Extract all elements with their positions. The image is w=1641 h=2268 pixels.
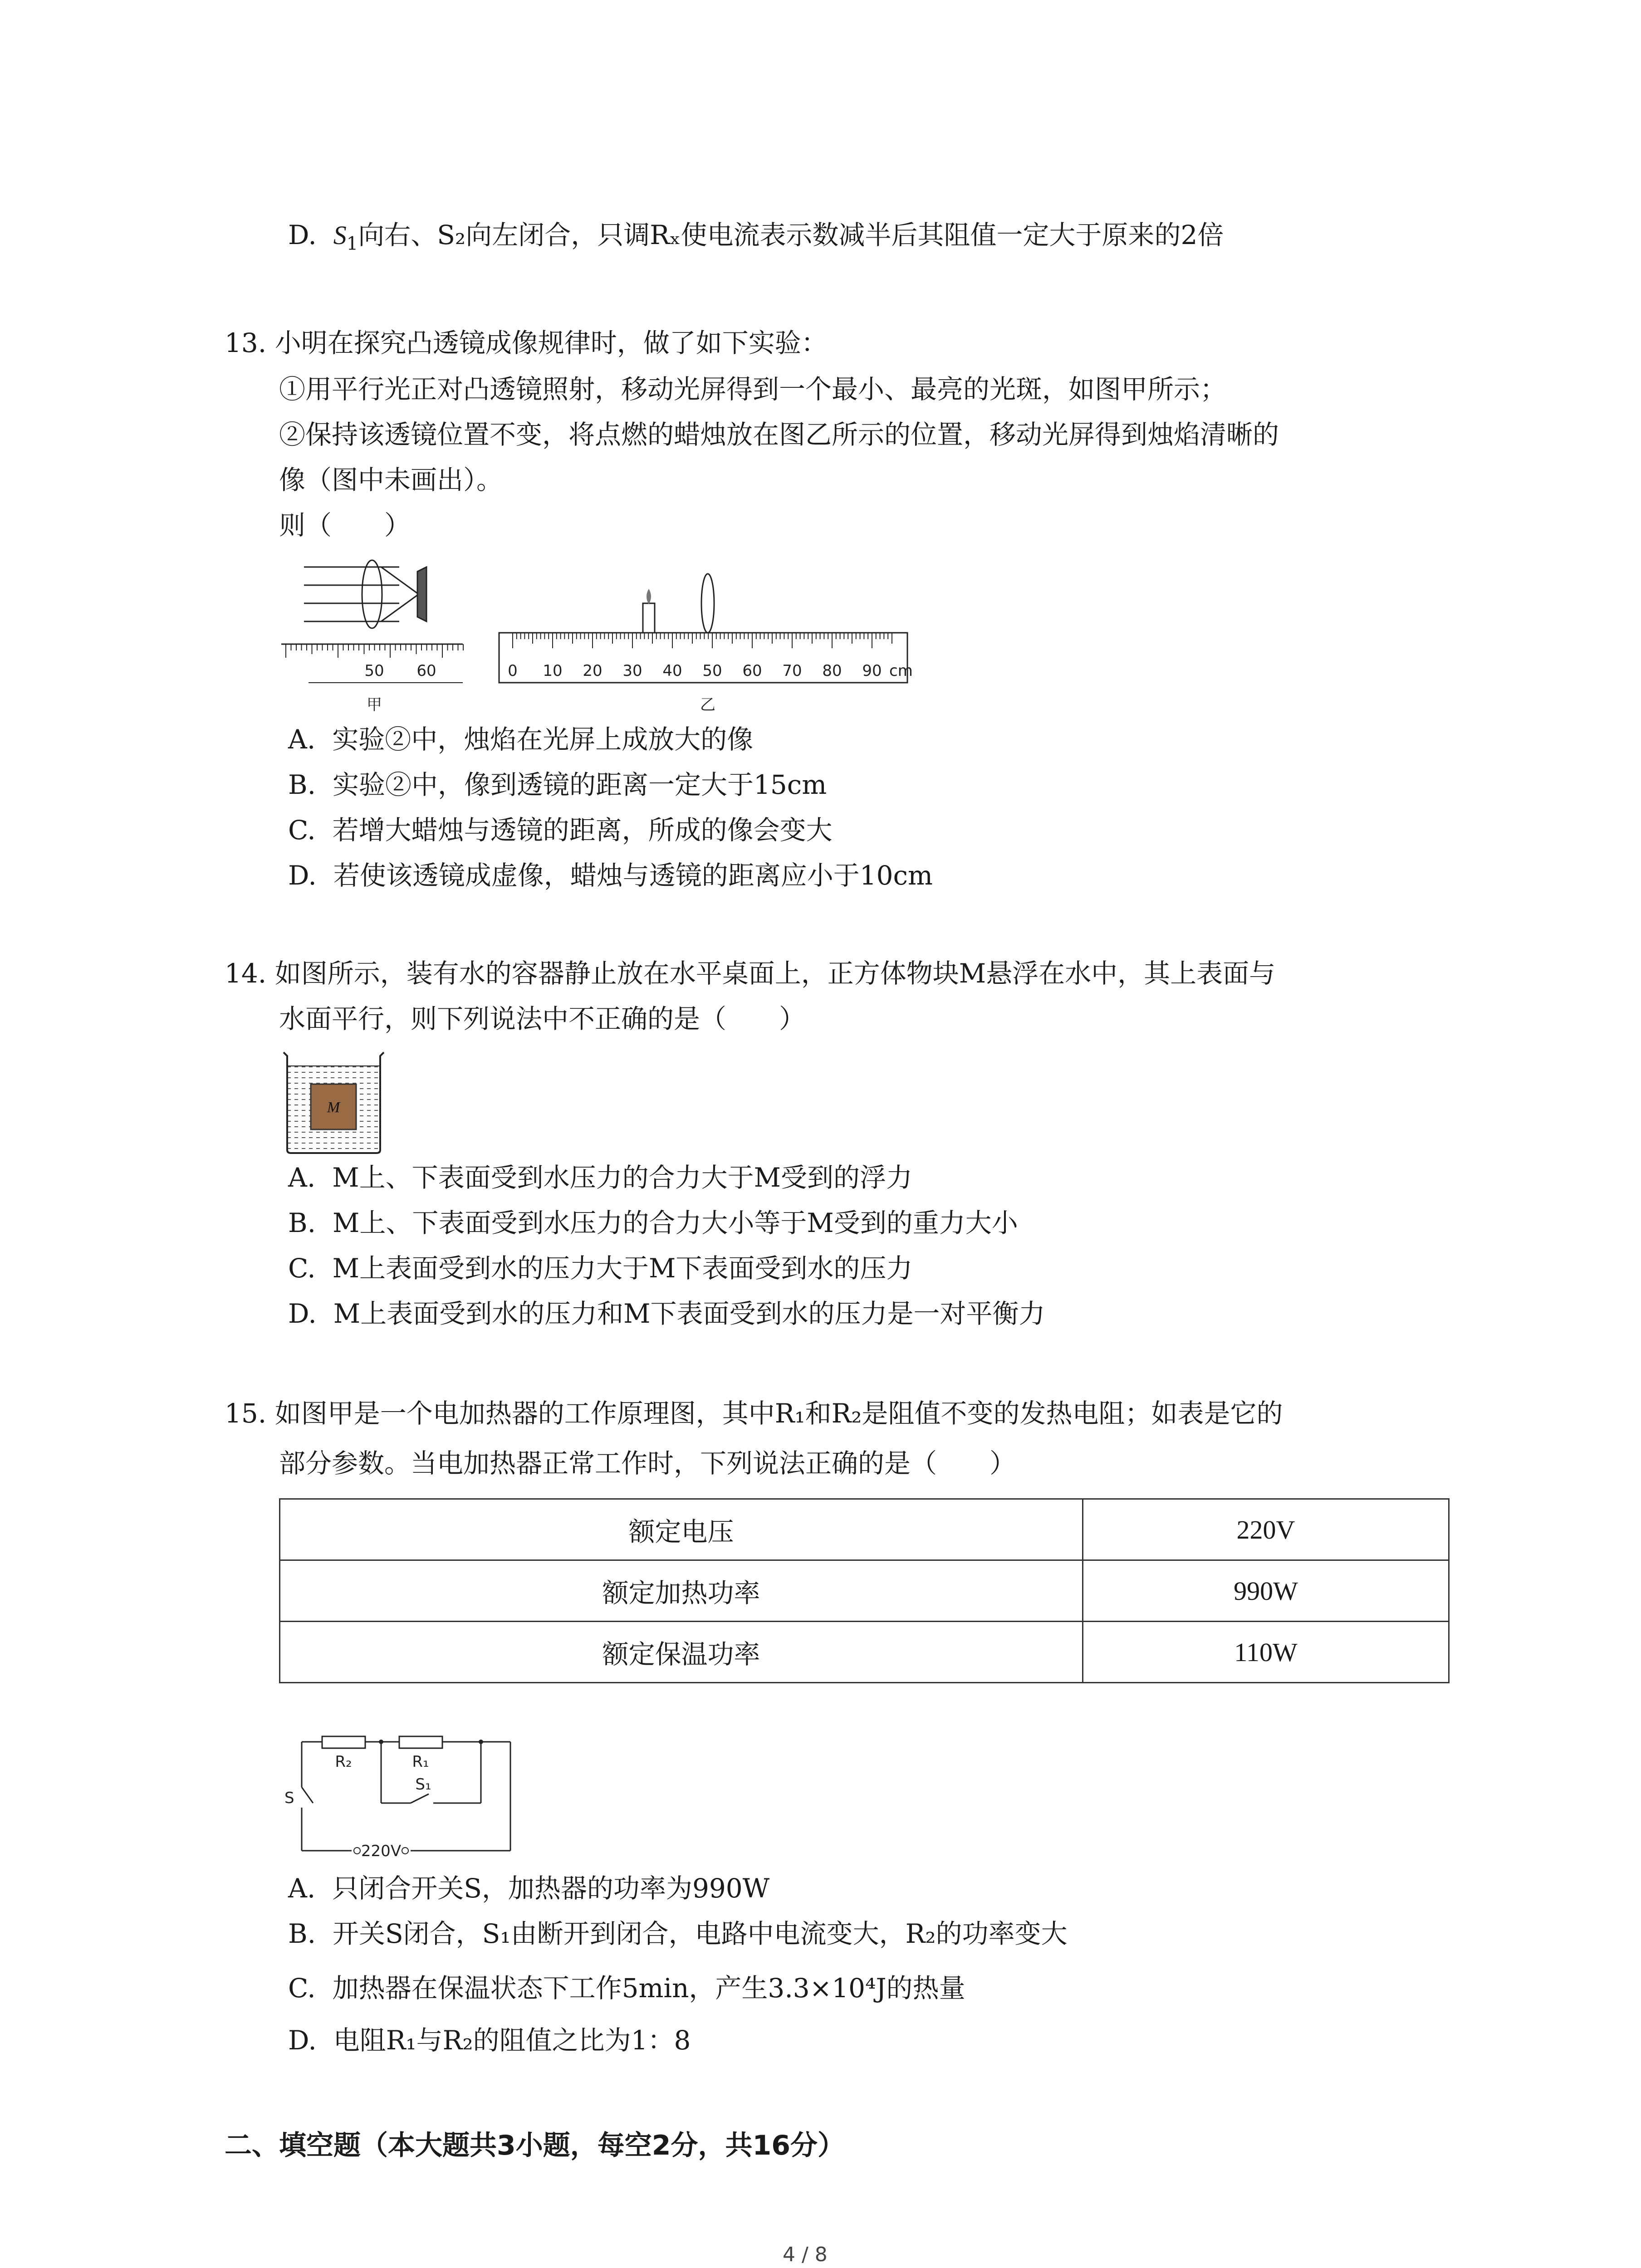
tick-label: 90 bbox=[862, 662, 882, 680]
candle-flame-icon bbox=[647, 589, 651, 604]
option-b bbox=[288, 767, 827, 802]
param-value: 110W bbox=[1083, 1622, 1449, 1683]
option-a bbox=[288, 1871, 769, 1906]
table-row bbox=[280, 1499, 1449, 1560]
option-label: A. bbox=[288, 1873, 316, 1904]
option-label: B. bbox=[288, 1207, 316, 1238]
tick-label: 40 bbox=[662, 662, 682, 680]
question-number: 13. bbox=[225, 327, 267, 358]
option-b bbox=[288, 1916, 1068, 1951]
tick-label: 50 bbox=[702, 662, 722, 680]
tick-label: 20 bbox=[583, 662, 603, 680]
r1-label: R₁ bbox=[412, 1753, 429, 1771]
q13-step1: ①用平行光正对凸透镜照射，移动光屏得到一个最小、最亮的光斑，如图甲所示； bbox=[279, 374, 1227, 405]
option-d bbox=[288, 1296, 1045, 1331]
option-label: D. bbox=[288, 2025, 317, 2056]
q15-stem-b: 部分参数。当电加热器正常工作时，下列说法正确的是（ ） bbox=[279, 1448, 1016, 1479]
option-label: D. bbox=[288, 860, 317, 891]
option-label: D. bbox=[288, 1298, 317, 1329]
option-text: 实验②中，像到透镜的距离一定大于15cm bbox=[332, 769, 827, 800]
option-label: B. bbox=[288, 769, 316, 800]
q14-stem-a bbox=[225, 956, 1275, 991]
q15-parameter-table bbox=[279, 1498, 1450, 1683]
option-text: M上表面受到水的压力大于M下表面受到水的压力 bbox=[332, 1253, 913, 1284]
q13-figure-jia bbox=[281, 553, 472, 717]
param-value: 990W bbox=[1083, 1560, 1449, 1622]
q13-figure-yi bbox=[495, 553, 916, 717]
table-row bbox=[280, 1560, 1449, 1622]
question-text: 小明在探究凸透镜成像规律时，做了如下实验： bbox=[274, 327, 828, 358]
q13-step2a: ②保持该透镜位置不变，将点燃的蜡烛放在图乙所示的位置，移动光屏得到烛焰清晰的 bbox=[279, 419, 1279, 450]
option-label: D. bbox=[288, 220, 317, 250]
param-name: 额定加热功率 bbox=[280, 1560, 1083, 1622]
option-text: 若增大蜡烛与透镜的距离，所成的像会变大 bbox=[332, 815, 833, 846]
tick-label: 60 bbox=[416, 662, 436, 680]
option-label: A. bbox=[288, 724, 316, 755]
source-label: 220V bbox=[361, 1842, 402, 1860]
q13-step2b: 像（图中未画出）。 bbox=[279, 464, 503, 495]
q13-prompt: 则（ ） bbox=[279, 510, 411, 541]
tick-label: 70 bbox=[782, 662, 802, 680]
option-text: 开关S闭合，S₁由断开到闭合，电路中电流变大，R₂的功率变大 bbox=[332, 1918, 1068, 1949]
question-number: 15. bbox=[225, 1398, 267, 1429]
figure-caption: 乙 bbox=[700, 696, 715, 714]
s1-label: S₁ bbox=[415, 1775, 431, 1794]
tick-label: 60 bbox=[742, 662, 762, 680]
param-value: 220V bbox=[1083, 1499, 1449, 1560]
q15-stem-a bbox=[225, 1396, 1283, 1431]
q15-circuit-diagram bbox=[279, 1724, 533, 1864]
tick-label: 50 bbox=[364, 662, 384, 680]
option-text: 电阻R₁与R₂的阻值之比为1：8 bbox=[333, 2025, 691, 2056]
unit-label: cm bbox=[889, 662, 913, 680]
tick-label: 80 bbox=[822, 662, 842, 680]
option-text: 实验②中，烛焰在光屏上成放大的像 bbox=[332, 724, 754, 755]
option-a bbox=[288, 722, 753, 757]
question-text: 如图所示，装有水的容器静止放在水平桌面上，正方体物块M悬浮在水中，其上表面与 bbox=[274, 958, 1276, 989]
question-number: 14. bbox=[225, 958, 267, 989]
r2-label: R₂ bbox=[335, 1753, 352, 1771]
option-text: 若使该透镜成虚像，蜡烛与透镜的距离应小于10cm bbox=[333, 860, 933, 891]
option-label: B. bbox=[288, 1918, 316, 1949]
q14-stem-b: 水面平行，则下列说法中不正确的是（ ） bbox=[279, 1003, 806, 1034]
option-text: M上表面受到水的压力和M下表面受到水的压力是一对平衡力 bbox=[333, 1298, 1045, 1329]
s-label: S bbox=[284, 1789, 294, 1807]
question-text: 如图甲是一个电加热器的工作原理图，其中R₁和R₂是阻值不变的发热电阻；如表是它的 bbox=[274, 1398, 1283, 1429]
q13-stem bbox=[225, 326, 828, 360]
option-text: 只闭合开关S，加热器的功率为990W bbox=[332, 1873, 770, 1904]
param-name: 额定保温功率 bbox=[280, 1622, 1083, 1683]
option-text: M上、下表面受到水压力的合力大小等于M受到的重力大小 bbox=[332, 1207, 1018, 1238]
option-label: C. bbox=[288, 1973, 316, 2004]
option-d bbox=[288, 2023, 691, 2058]
tick-label: 0 bbox=[508, 662, 518, 680]
page-number: 4 / 8 bbox=[783, 2243, 828, 2266]
table-row bbox=[280, 1622, 1449, 1683]
option-a bbox=[288, 1160, 912, 1195]
option-label: A. bbox=[288, 1162, 316, 1193]
option-label: C. bbox=[288, 1253, 316, 1284]
block-label: M bbox=[327, 1099, 340, 1116]
option-d bbox=[288, 858, 933, 893]
option-text: 向右、S₂向左闭合，只调Rₓ使电流表示数减半后其阻值一定大于原来的2倍 bbox=[358, 220, 1224, 250]
tick-label: 30 bbox=[622, 662, 642, 680]
option-text: M上、下表面受到水压力的合力大于M受到的浮力 bbox=[332, 1162, 912, 1193]
option-c bbox=[288, 1251, 912, 1286]
option-text: 加热器在保温状态下工作5min，产生3.3×10⁴J的热量 bbox=[332, 1973, 965, 2004]
option-c bbox=[288, 1971, 965, 2005]
param-name: 额定电压 bbox=[280, 1499, 1083, 1560]
q14-container-figure bbox=[279, 1048, 388, 1157]
q12-option-d: D. $S_1$向右、S₂向左闭合，只调Rₓ使电流表示数减半后其阻值一定大于原来的2倍 bbox=[288, 220, 1224, 254]
figure-caption: 甲 bbox=[367, 696, 382, 714]
option-label: C. bbox=[288, 815, 316, 846]
tick-label: 10 bbox=[543, 662, 563, 680]
section-heading: 二、填空题（本大题共3小题，每空2分，共16分） bbox=[225, 2130, 845, 2161]
option-b bbox=[288, 1206, 1018, 1240]
option-c bbox=[288, 813, 833, 847]
